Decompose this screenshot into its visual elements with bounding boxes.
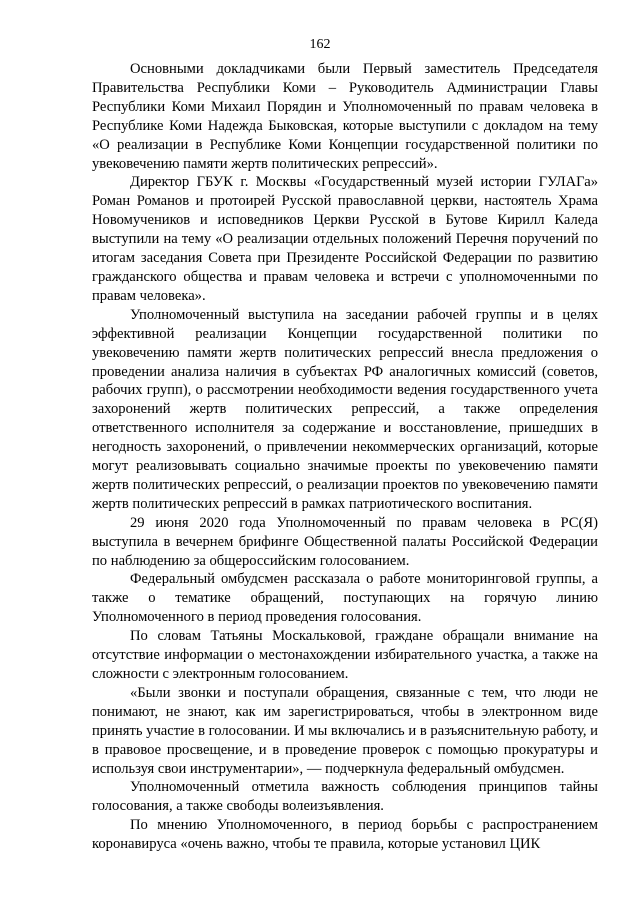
paragraph-briefing-date: 29 июня 2020 года Уполномоченный по правам человека в РС(Я) выступила в вечернем брифинге Общественной палаты Российской Федерации по наблюдению за общероссийским голосованием. — [92, 514, 598, 569]
paragraph-ombudsman-proposals: Уполномоченный выступила на заседании рабочей группы и в целях эффективной реализации Концепции государственной политики по увековечению памяти жертв политических репрессий внесла предложения о проведении анализа наличия в субъектах РФ аналогичных комиссий (советов, рабочих групп), о рассмотрении необходимости ведения государственного учета захоронений жертв политических репрессий, а также определения ответственного исполнителя за содержание и восстановление, пришедших в негодность захоронений, о привлечении некоммерческих организаций, которые могут реализовывать социально значимые проекты по увековечению памяти жертв политических репрессий, о реализации проектов по увековечению памяти жертв политических репрессий в рамках патриотического воспитания. — [92, 306, 598, 512]
paragraph-quote: «Были звонки и поступали обращения, связанные с тем, что люди не понимают, не знают, как им зарегистрироваться, чтобы в электронном виде принять участие в голосовании. И мы включались и в разъяснительную работу, и в правовое просвещение, и в проведение проверок с помощью прокуратуры и используя свои инструментарии», — подчеркнула федеральный омбудсмен. — [92, 684, 598, 777]
paragraph-monitoring-group: Федеральный омбудсмен рассказала о работе мониторинговой группы, а также о тематике обращений, поступающих на горячую линию Уполномоченного в период проведения голосования. — [92, 571, 598, 626]
document-body — [92, 60, 598, 854]
paragraph-main-speakers: Основными докладчиками были Первый заместитель Председателя Правительства Республики Коми – Руководитель Администрации Главы Республики Коми Михаил Порядин и Уполномоченный по правам человека в Республике Коми Надежда Быковская, которые выступили с докладом на тему «О реализации в Республике Коми Концепции государственной политики по увековечению памяти жертв политических репрессий». — [92, 61, 598, 172]
paragraph-gulag-museum-director: Директор ГБУК г. Москвы «Государственный музей истории ГУЛАГа» Роман Романов и протоирей Русской православной церкви, настоятель Храма Новомучеников и исповедников Церкви Русской в Бутове Кирилл Каледа выступили на тему «О реализации отдельных положений Перечня поручений по итогам заседания Совета при Президенте Российской Федерации по развитию гражданского общества и правам человека и встречи с уполномоченными по правам человека». — [92, 174, 598, 304]
page-number: 162 — [309, 37, 331, 52]
paragraph-coronavirus-opinion: По мнению Уполномоченного, в период борьбы с распространением коронавируса «очень важно, чтобы те правила, которые установил ЦИК — [92, 817, 598, 853]
paragraph-moskalkova-words: По словам Татьяны Москальковой, граждане обращали внимание на отсутствие информации о местонахождении избирательного участка, а также на сложности с электронным голосованием. — [92, 628, 598, 682]
paragraph-voting-secrecy: Уполномоченный отметила важность соблюдения принципов тайны голосования, а также свободы волеизъявления. — [92, 779, 598, 815]
